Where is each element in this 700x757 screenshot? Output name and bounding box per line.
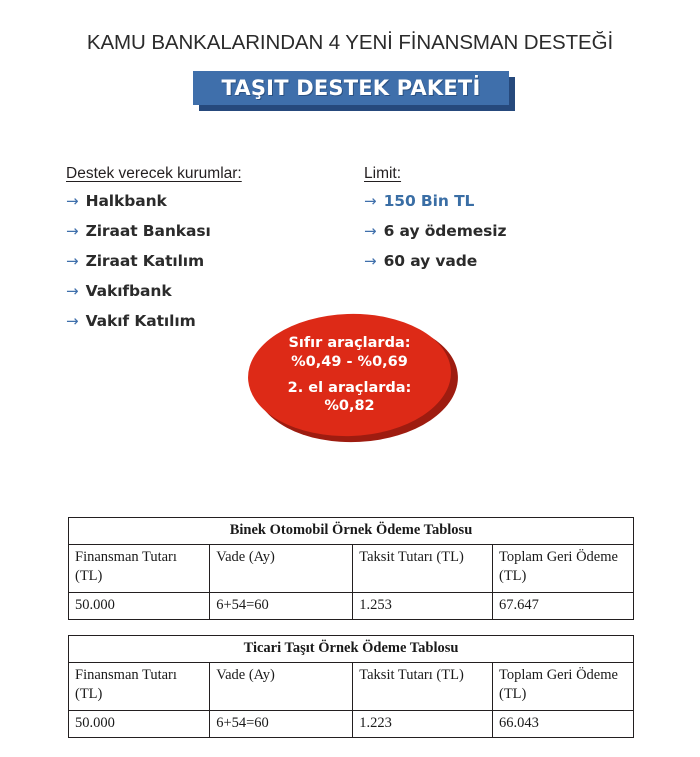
column-header-term: Vade (Ay) <box>210 545 353 593</box>
callout-line-1: Sıfır araçlarda: <box>288 334 411 351</box>
list-item <box>66 282 211 312</box>
table-row <box>69 711 634 738</box>
column-header-installment: Taksit Tutarı (TL) <box>353 663 493 711</box>
list-item <box>364 222 506 252</box>
arrow-right-icon: → <box>66 282 79 300</box>
table-header-row <box>69 663 634 711</box>
list-item <box>364 192 506 222</box>
arrow-right-icon: → <box>364 222 377 240</box>
table-caption-row <box>69 636 634 663</box>
cell-financing-amount: 50.000 <box>69 711 210 738</box>
cell-installment: 1.253 <box>353 593 493 620</box>
institution-label: Ziraat Katılım <box>85 252 205 270</box>
limit-heading: Limit: <box>364 165 402 182</box>
arrow-right-icon: → <box>66 222 79 240</box>
institution-label: Halkbank <box>85 192 167 210</box>
institution-label: Vakıf Katılım <box>85 312 196 330</box>
passenger-car-payment-table <box>68 517 634 620</box>
cell-total-repayment: 66.043 <box>492 711 633 738</box>
callout-text-block <box>248 314 451 436</box>
cell-term: 6+54=60 <box>210 711 353 738</box>
table-header-row <box>69 545 634 593</box>
arrow-right-icon: → <box>364 192 377 210</box>
cell-term: 6+54=60 <box>210 593 353 620</box>
cell-installment: 1.223 <box>353 711 493 738</box>
limit-amount-label: 150 Bin TL <box>383 192 475 210</box>
banner-plate <box>193 71 509 105</box>
banner-label: TAŞIT DESTEK PAKETİ <box>221 76 481 100</box>
table-caption-row <box>69 518 634 545</box>
list-item <box>364 252 506 282</box>
list-item <box>66 222 211 252</box>
arrow-right-icon: → <box>364 252 377 270</box>
callout-line-2: %0,49 - %0,69 <box>291 353 408 370</box>
list-item <box>66 252 211 282</box>
page-title: KAMU BANKALARINDAN 4 YENİ FİNANSMAN DESTEĞİ <box>86 31 614 54</box>
list-item <box>66 312 211 342</box>
column-header-term: Vade (Ay) <box>210 663 353 711</box>
institution-label: Ziraat Bankası <box>85 222 211 240</box>
arrow-right-icon: → <box>66 192 79 210</box>
table-row <box>69 593 634 620</box>
table-caption: Ticari Taşıt Örnek Ödeme Tablosu <box>69 636 634 663</box>
institutions-heading: Destek verecek kurumlar: <box>66 165 242 182</box>
institution-label: Vakıfbank <box>85 282 172 300</box>
callout-line-3: 2. el araçlarda: <box>287 379 412 396</box>
institutions-list <box>66 192 211 342</box>
package-banner <box>193 71 515 111</box>
column-header-financing-amount: Finansman Tutarı (TL) <box>69 663 210 711</box>
callout-line-4: %0,82 <box>324 398 375 415</box>
list-item <box>66 192 211 222</box>
cell-financing-amount: 50.000 <box>69 593 210 620</box>
cell-total-repayment: 67.647 <box>492 593 633 620</box>
interest-rate-callout <box>243 310 463 446</box>
limit-list <box>364 192 506 282</box>
grace-period-label: 6 ay ödemesiz <box>383 222 507 240</box>
column-header-financing-amount: Finansman Tutarı (TL) <box>69 545 210 593</box>
column-header-total-repayment: Toplam Geri Ödeme (TL) <box>492 663 633 711</box>
column-header-installment: Taksit Tutarı (TL) <box>353 545 493 593</box>
arrow-right-icon: → <box>66 252 79 270</box>
term-label: 60 ay vade <box>383 252 478 270</box>
column-header-total-repayment: Toplam Geri Ödeme (TL) <box>492 545 633 593</box>
arrow-right-icon: → <box>66 312 79 330</box>
commercial-vehicle-payment-table <box>68 635 634 738</box>
table-caption: Binek Otomobil Örnek Ödeme Tablosu <box>69 518 634 545</box>
